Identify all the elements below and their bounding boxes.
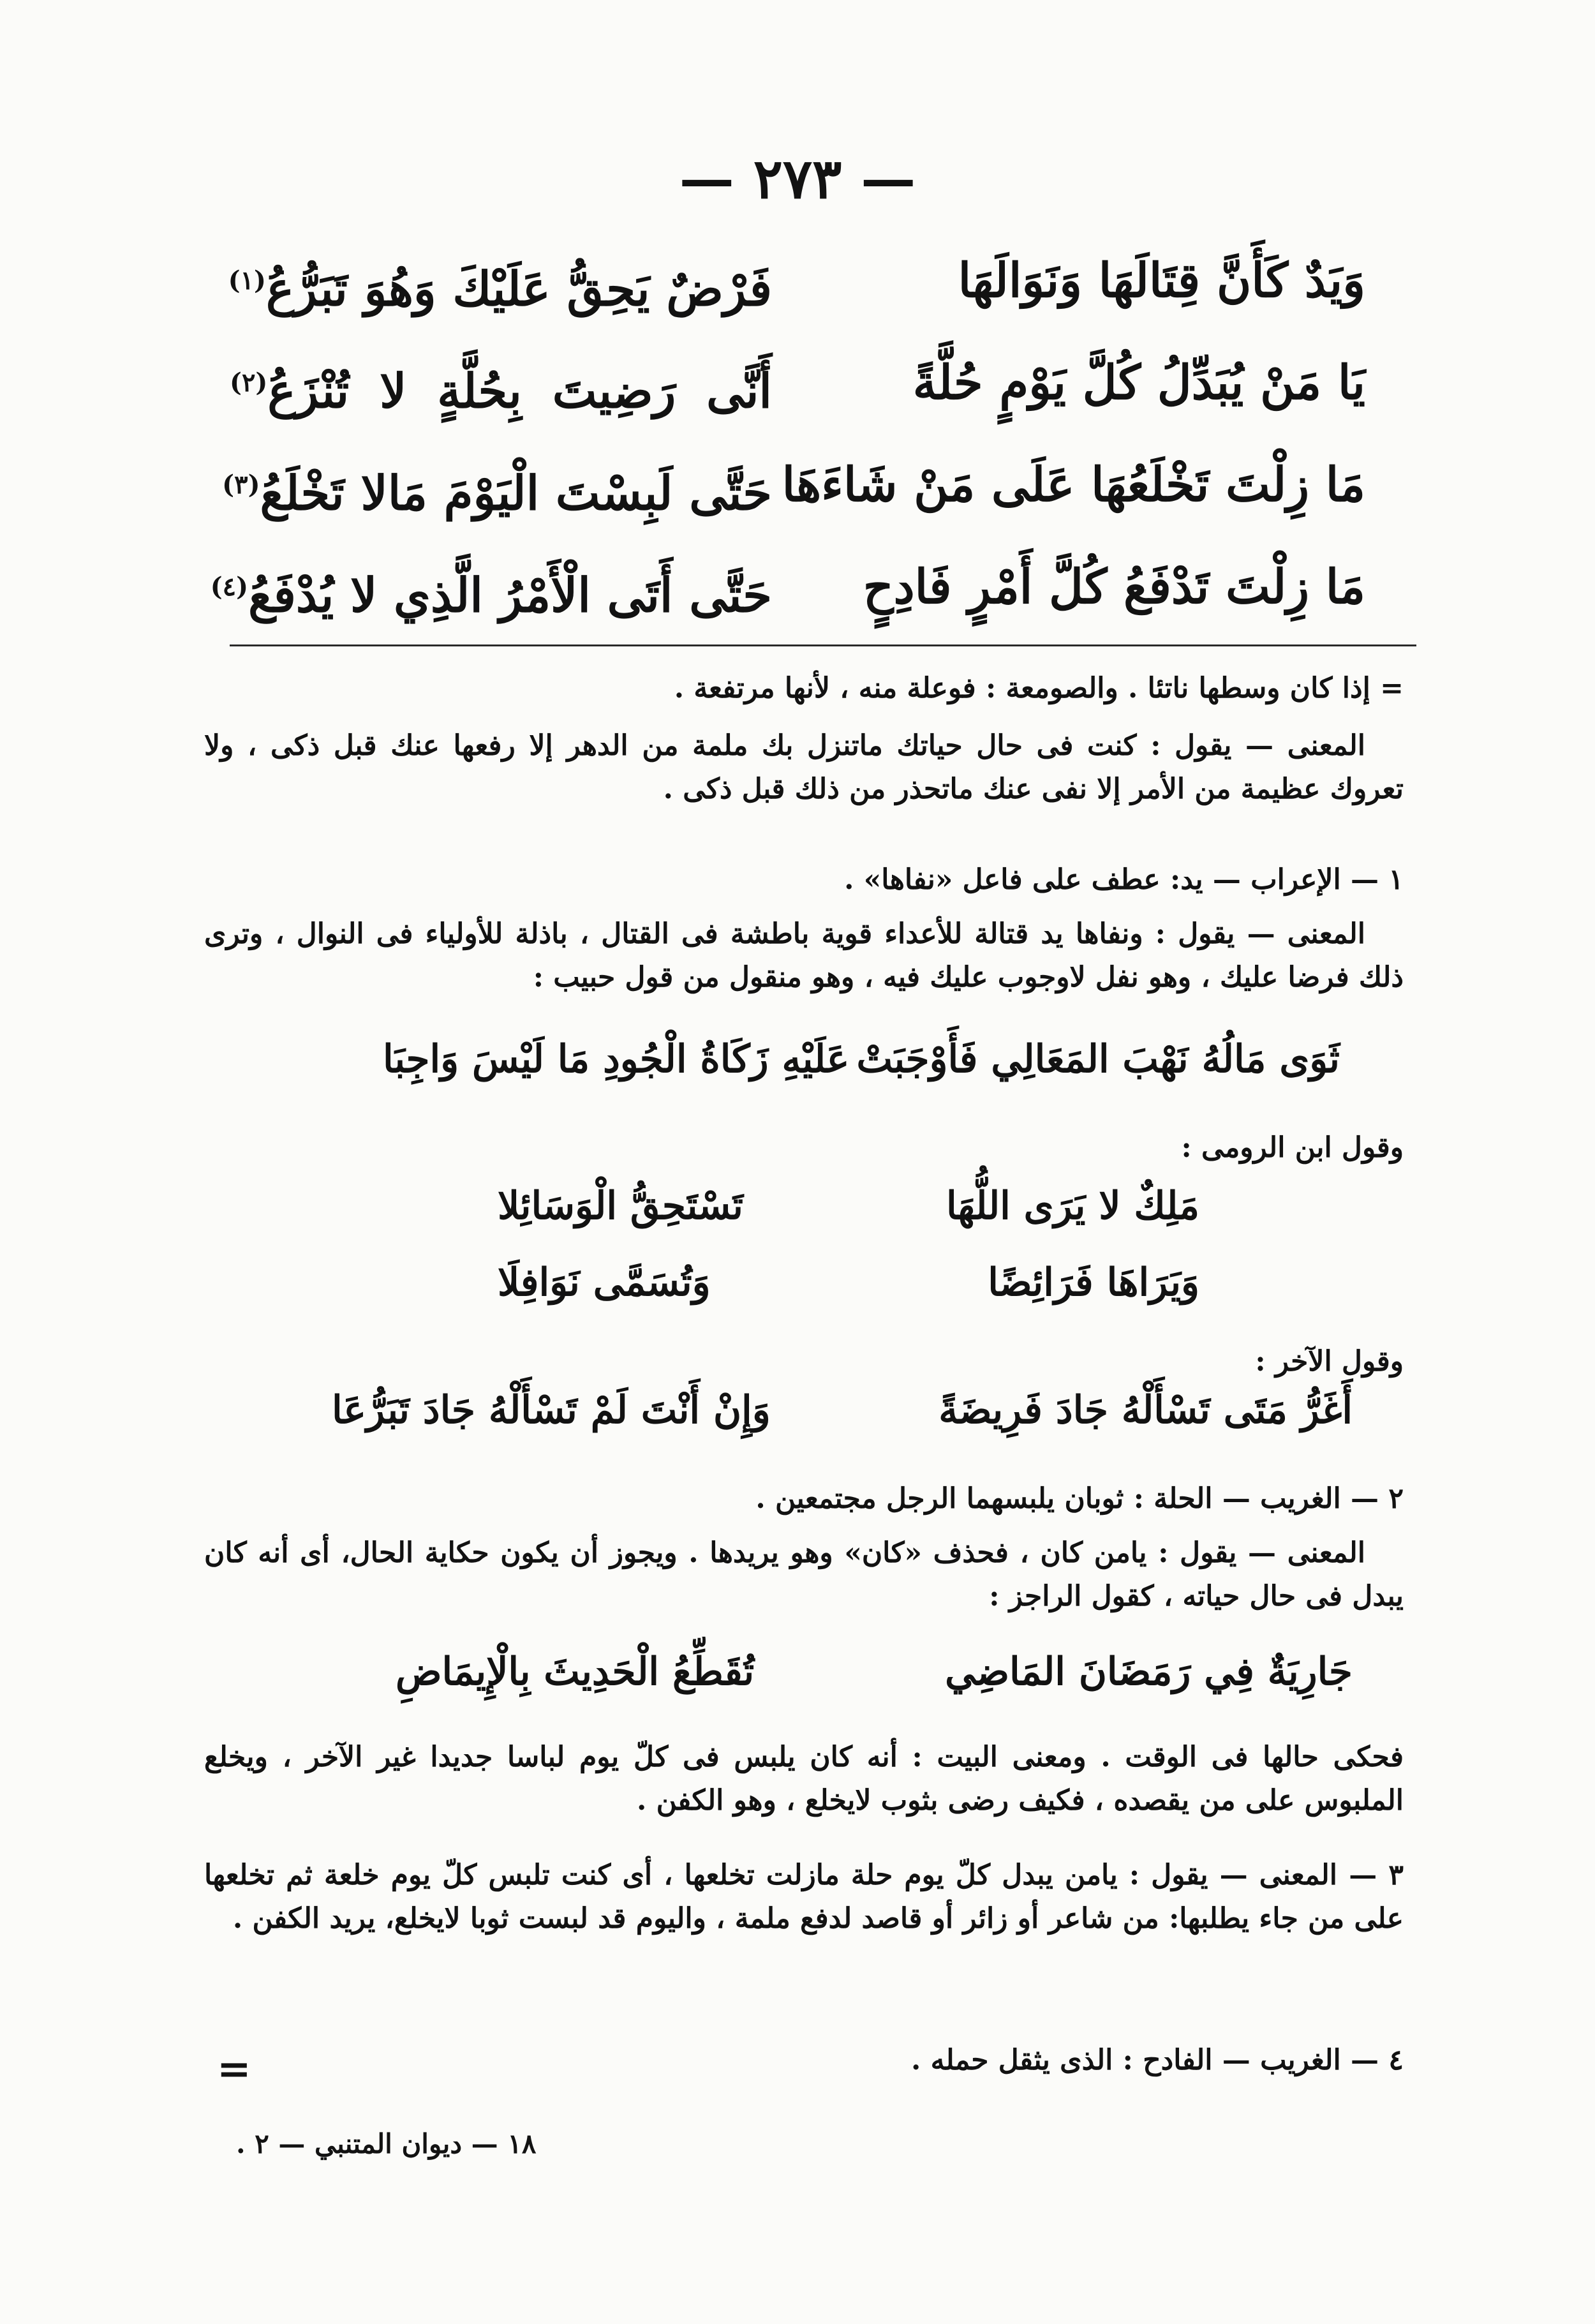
footnote-2-explanation: فحكى حالها فى الوقت . ومعنى البيت : أنه كان يلبس فى كلّ يوم لباسا جديدا غير الآخر ، ويخلع الملبوس على من يقصده ، فكيف رضى بثوب لايخلع ، وهو الكفن . — [204, 1741, 1404, 1817]
quoted-verse-other-second: وَإِنْ أَنْتَ لَمْ تَسْأَلْهُ جَادَ تَبَرُّعَا — [332, 1388, 771, 1433]
footnote-marker-3: (٣) — [222, 470, 260, 500]
quoted-verse-ibn-rumi-2 — [498, 1260, 1199, 1305]
footnote-marker-1: (١) — [228, 265, 266, 295]
commentary-meaning-1: المعنى — يقول : كنت فى حال حياتك ماتنزل بك ملمة من الدهر إلا رفعها عنك قبل ذكى ، ولا تعروك عظيمة من الأمر إلا نفى عنك ماتحذر من ذلك قبل ذكى . — [204, 729, 1404, 806]
quoted-verse-habib-second: عَلَيْهِ زَكَاةُ الْجُودِ مَا لَيْسَ وَاجِبَا — [383, 1037, 850, 1082]
page-number: — ٢٧٣ — — [679, 147, 916, 211]
footnote-1-meaning: المعنى — يقول : ونفاها يد قتالة للأعداء قوية باطشة فى القتال ، باذلة للأولياء فى النوال ، وترى ذلك فرضا عليك ، وهو نفل لاوجوب عليك فيه ، وهو منقول من قول حبيب : — [204, 918, 1404, 994]
quoted-verse-ibn-rumi-1-first: مَلِكٌ لا يَرَى اللُّهَا — [946, 1184, 1199, 1228]
verse-1-second-hemistich — [230, 230, 772, 332]
footnote-4-vocabulary: ٤ — الغريب — الفادح : الذى يثقل حمله . — [910, 2044, 1404, 2076]
quoted-verse-rajaz-first: جَارِيَةٌ فِي رَمَضَانَ المَاضِي — [945, 1650, 1353, 1694]
continuation-mark: = — [217, 2045, 251, 2093]
poem-verses — [210, 230, 1365, 638]
quoted-verse-habib-first: ثَوَى مَالُهُ نَهْبَ المَعَالِي فَأَوْجَبَتْ — [856, 1037, 1340, 1082]
commentary-continuation: = إذا كان وسطها ناتئا . والصومعة : فوعلة منه ، لأنها مرتفعة . — [674, 672, 1404, 704]
verse-2-second-text: أَنَّى رَضِيتَ بِحُلَّةٍ لا تُنْزَعُ — [267, 364, 772, 419]
verse-1-first-hemistich: وَيَدٌ كَأَنَّ قِتَالَهَا وَنَوَالَهَا — [958, 253, 1365, 308]
quoted-verse-ibn-rumi-2-first: وَيَرَاهَا فَرَائِضًا — [988, 1260, 1199, 1305]
verse-2 — [230, 332, 1365, 434]
quoted-verse-habib — [383, 1037, 1340, 1082]
footnote-2-vocabulary: ٢ — الغريب — الحلة : ثوبان يلبسهما الرجل مجتمعين . — [755, 1482, 1404, 1515]
verse-3 — [222, 434, 1365, 536]
verse-3-first-hemistich: مَا زِلْتَ تَخْلَعُهَا عَلَى مَنْ شَاءَهَا — [782, 458, 1365, 512]
footnote-1-grammar: ١ — الإعراب — يد: عطف على فاعل «نفاها» . — [844, 863, 1404, 896]
quoted-verse-ibn-rumi-1-second: تَسْتَحِقُّ الْوَسَائِلا — [498, 1184, 743, 1228]
verse-2-second-hemistich — [230, 332, 772, 434]
footnote-marker-2: (٢) — [230, 368, 268, 398]
quoted-verse-rajaz-second: تُقَطِّعُ الْحَدِيثَ بِالْإِيمَاضِ — [396, 1650, 755, 1694]
verse-1 — [230, 230, 1365, 332]
verse-3-second-hemistich — [222, 434, 772, 536]
verse-1-second-text: فَرْضٌ يَحِقُّ عَلَيْكَ وَهُوَ تَبَرُّعُ — [265, 262, 772, 317]
verse-3-second-text: حَتَّى لَبِسْتَ الْيَوْمَ مَالا تَخْلَعُ — [260, 466, 772, 521]
footnote-separator-rule — [230, 644, 1416, 646]
verse-4-second-text: حَتَّى أَتَى الْأَمْرُ الَّذِي لا يُدْفَعُ — [248, 568, 772, 623]
quoted-verse-rajaz — [396, 1650, 1353, 1694]
verse-2-first-hemistich: يَا مَنْ يُبَدِّلُ كُلَّ يَوْمٍ حُلَّةً — [912, 355, 1365, 410]
quoted-verse-other — [332, 1388, 1353, 1433]
citation-other-poet: وقول الآخر : — [1255, 1345, 1404, 1378]
footnote-2-meaning: المعنى — يقول : يامن كان ، فحذف «كان» وهو يريدها . ويجوز أن يكون حكاية الحال، أى أنه كان يبدل فى حال حياته ، كقول الراجز : — [204, 1537, 1404, 1613]
verse-4-second-hemistich — [210, 536, 772, 638]
footnote-marker-4: (٤) — [210, 572, 249, 602]
verse-4 — [210, 536, 1365, 638]
printer-signature: ١٨ — ديوان المتنبي — ٢ . — [236, 2128, 537, 2159]
footnote-3-meaning: ٣ — المعنى — يقول : يامن يبدل كلّ يوم حلة مازلت تخلعها ، أى كنت تلبس كلّ يوم خلعة ثم تخلعها على من جاء يطلبها: من شاعر أو زائر أو قاصد لدفع ملمة ، واليوم قد لبست ثوبا لايخلع، يريد الكفن . — [204, 1859, 1404, 1935]
quoted-verse-other-first: أَغَرُّ مَتَى تَسْأَلْهُ جَادَ فَرِيضَةً — [938, 1388, 1353, 1433]
citation-ibn-rumi: وقول ابن الرومى : — [1181, 1131, 1404, 1164]
quoted-verse-ibn-rumi-1 — [498, 1184, 1199, 1228]
verse-4-first-hemistich: مَا زِلْتَ تَدْفَعُ كُلَّ أَمْرٍ فَادِحٍ — [863, 560, 1365, 615]
quoted-verse-ibn-rumi-2-second: وَتُسَمَّى نَوَافِلَا — [498, 1260, 711, 1305]
